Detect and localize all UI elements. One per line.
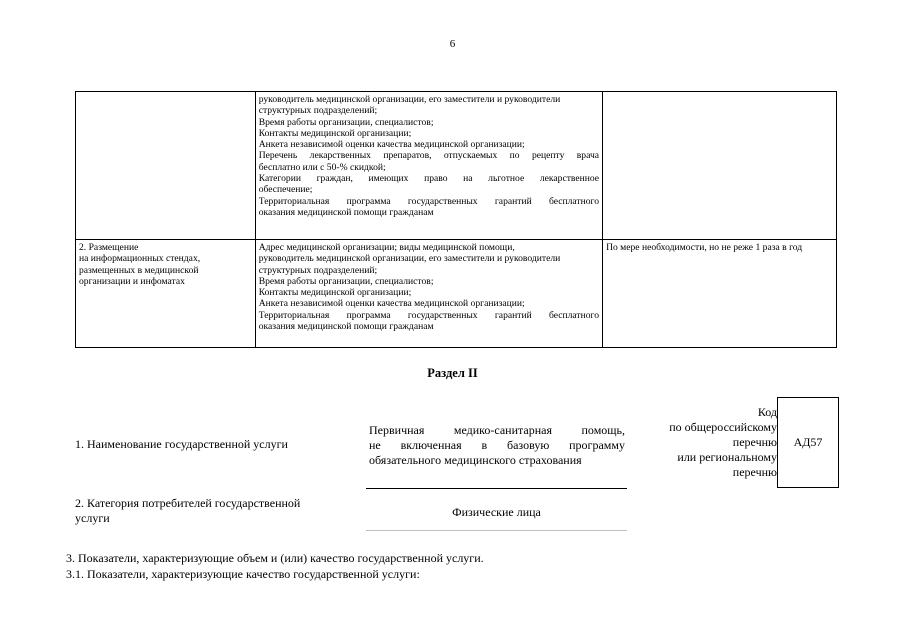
frequency-cell: По мере необходимости, но не реже 1 раза в год [603,240,837,348]
service-name-value [369,423,625,468]
content-line: обеспечение; [258,184,313,196]
method-line: 2. Размещение [79,242,139,253]
content-line: оказания медицинской помощи гражданам [258,206,434,218]
service-name-line: не включенная в базовую программу [369,438,625,452]
indicators-heading: 3. Показатели, характеризующие объем и (или) качество государственной услуги. [66,551,484,565]
content-line: Категории граждан, имеющих право на льготное лекарственное [258,173,600,185]
content-line: бесплатно или с 50-% скидкой; [258,161,386,173]
table-row [76,92,837,240]
consumer-label-line: 2. Категория потребителей государственной [75,496,301,510]
content-line: руководитель медицинской организации, его заместители и руководители [258,94,561,105]
content-line: руководитель медицинской организации, его заместители и руководители [258,253,561,265]
content-line: оказания медицинской помощи гражданам [258,321,434,333]
service-name-line: обязательного медицинского страхования [369,453,582,467]
code-label-line: перечню [732,465,777,479]
content-line: Анкета независимой оценки качества медицинской организации; [258,298,525,310]
code-label-line: или региональному [677,450,777,464]
content-line: Анкета независимой оценки качества медицинской организации; [258,139,525,151]
content-line: Контакты медицинской организации; [258,287,412,299]
code-box [777,397,839,488]
service-name-line: Первичная медико-санитарная помощь, [369,423,625,437]
method-cell [76,240,256,348]
page-number: 6 [449,38,456,50]
quality-indicators-heading: 3.1. Показатели, характеризующие качество государственной услуги: [66,567,420,581]
code-label-line: по общероссийскому [669,420,777,434]
content-line: структурных подразделений; [258,264,378,276]
code-label-line: Код [757,405,777,419]
consumer-value: Физические лица [452,505,541,519]
content-cell [255,92,602,240]
content-line: Контакты медицинской организации; [258,127,412,139]
content-line: Время работы организации, специалистов; [258,275,434,287]
code-label [640,405,777,480]
method-line: на информационных стендах, [79,253,201,265]
content-line: структурных подразделений; [258,105,378,117]
information-table [75,91,837,348]
frequency-cell [603,92,837,240]
content-line: Территориальная программа государственных гарантий бесплатного [258,309,600,321]
section-title: Раздел II [427,366,478,380]
service-name-label: 1. Наименование государственной услуги [75,437,288,451]
consumer-underline [366,530,627,531]
content-line: Перечень лекарственных препаратов, отпускаемых по рецепту врача [258,150,600,162]
content-cell [255,240,602,348]
code-value: АД57 [793,435,823,449]
method-cell [76,92,256,240]
table-row [76,240,837,348]
code-label-line: перечню [732,435,777,449]
consumer-label-line: услуги [75,511,110,525]
consumer-label [75,496,355,526]
content-line: Территориальная программа государственных гарантий бесплатного [258,195,600,207]
content-line: Время работы организации, специалистов; [258,116,434,128]
content-line: Адрес медицинской организации; виды медицинской помощи, [258,242,515,253]
method-line: размещенных в медицинской [79,264,199,276]
method-line: организации и инфоматах [79,275,185,287]
service-name-underline [366,488,627,489]
